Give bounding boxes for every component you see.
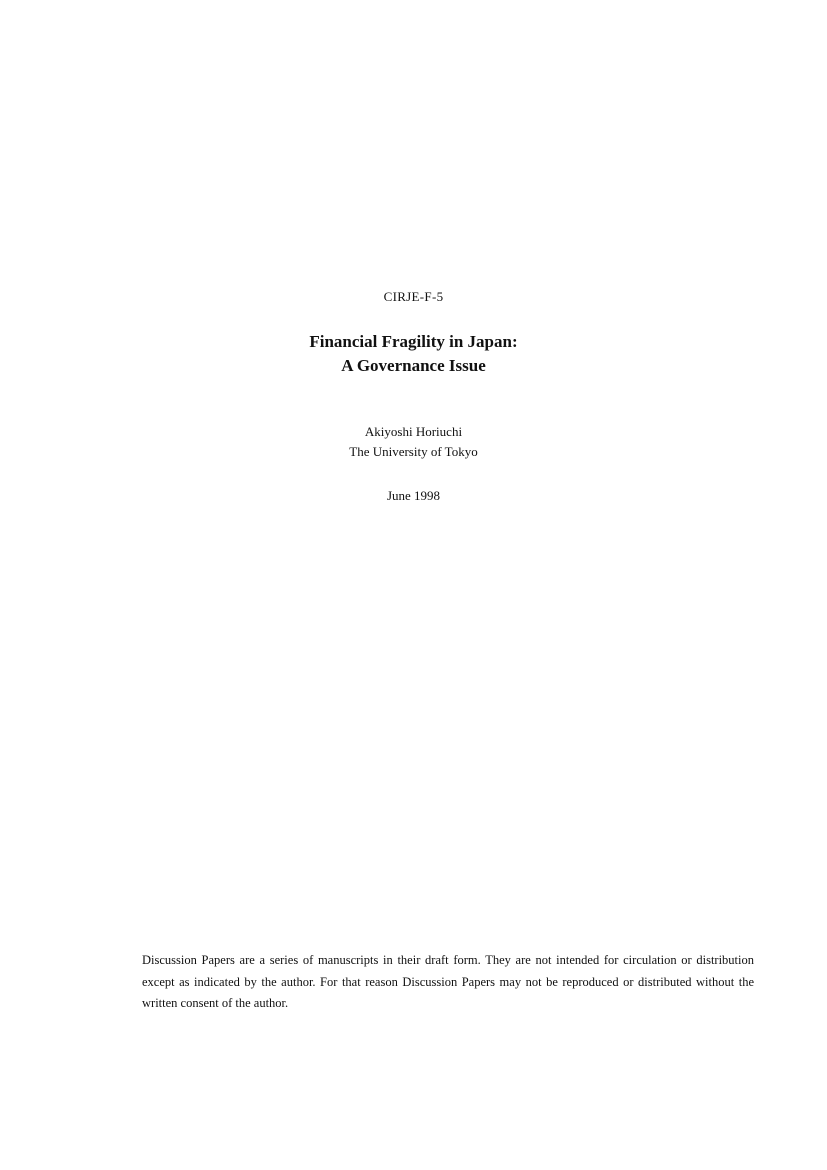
author-block [0,422,827,462]
paper-id: CIRJE-F-5 [383,289,444,304]
author-name: Akiyoshi Horiuchi [364,424,463,439]
publication-date: June 1998 [386,488,441,503]
paper-title [0,330,827,378]
title-line-2: A Governance Issue [341,356,486,375]
author-affiliation: The University of Tokyo [349,444,478,459]
title-line-1: Financial Fragility in Japan: [309,332,518,351]
disclaimer-text: Discussion Papers are a series of manuscripts in their draft form. They are not intended for circulation or distribution except as indicated by the author. For that reason Discussion Papers may not be reproduced or distributed without the written consent of the author. [142,953,754,1010]
